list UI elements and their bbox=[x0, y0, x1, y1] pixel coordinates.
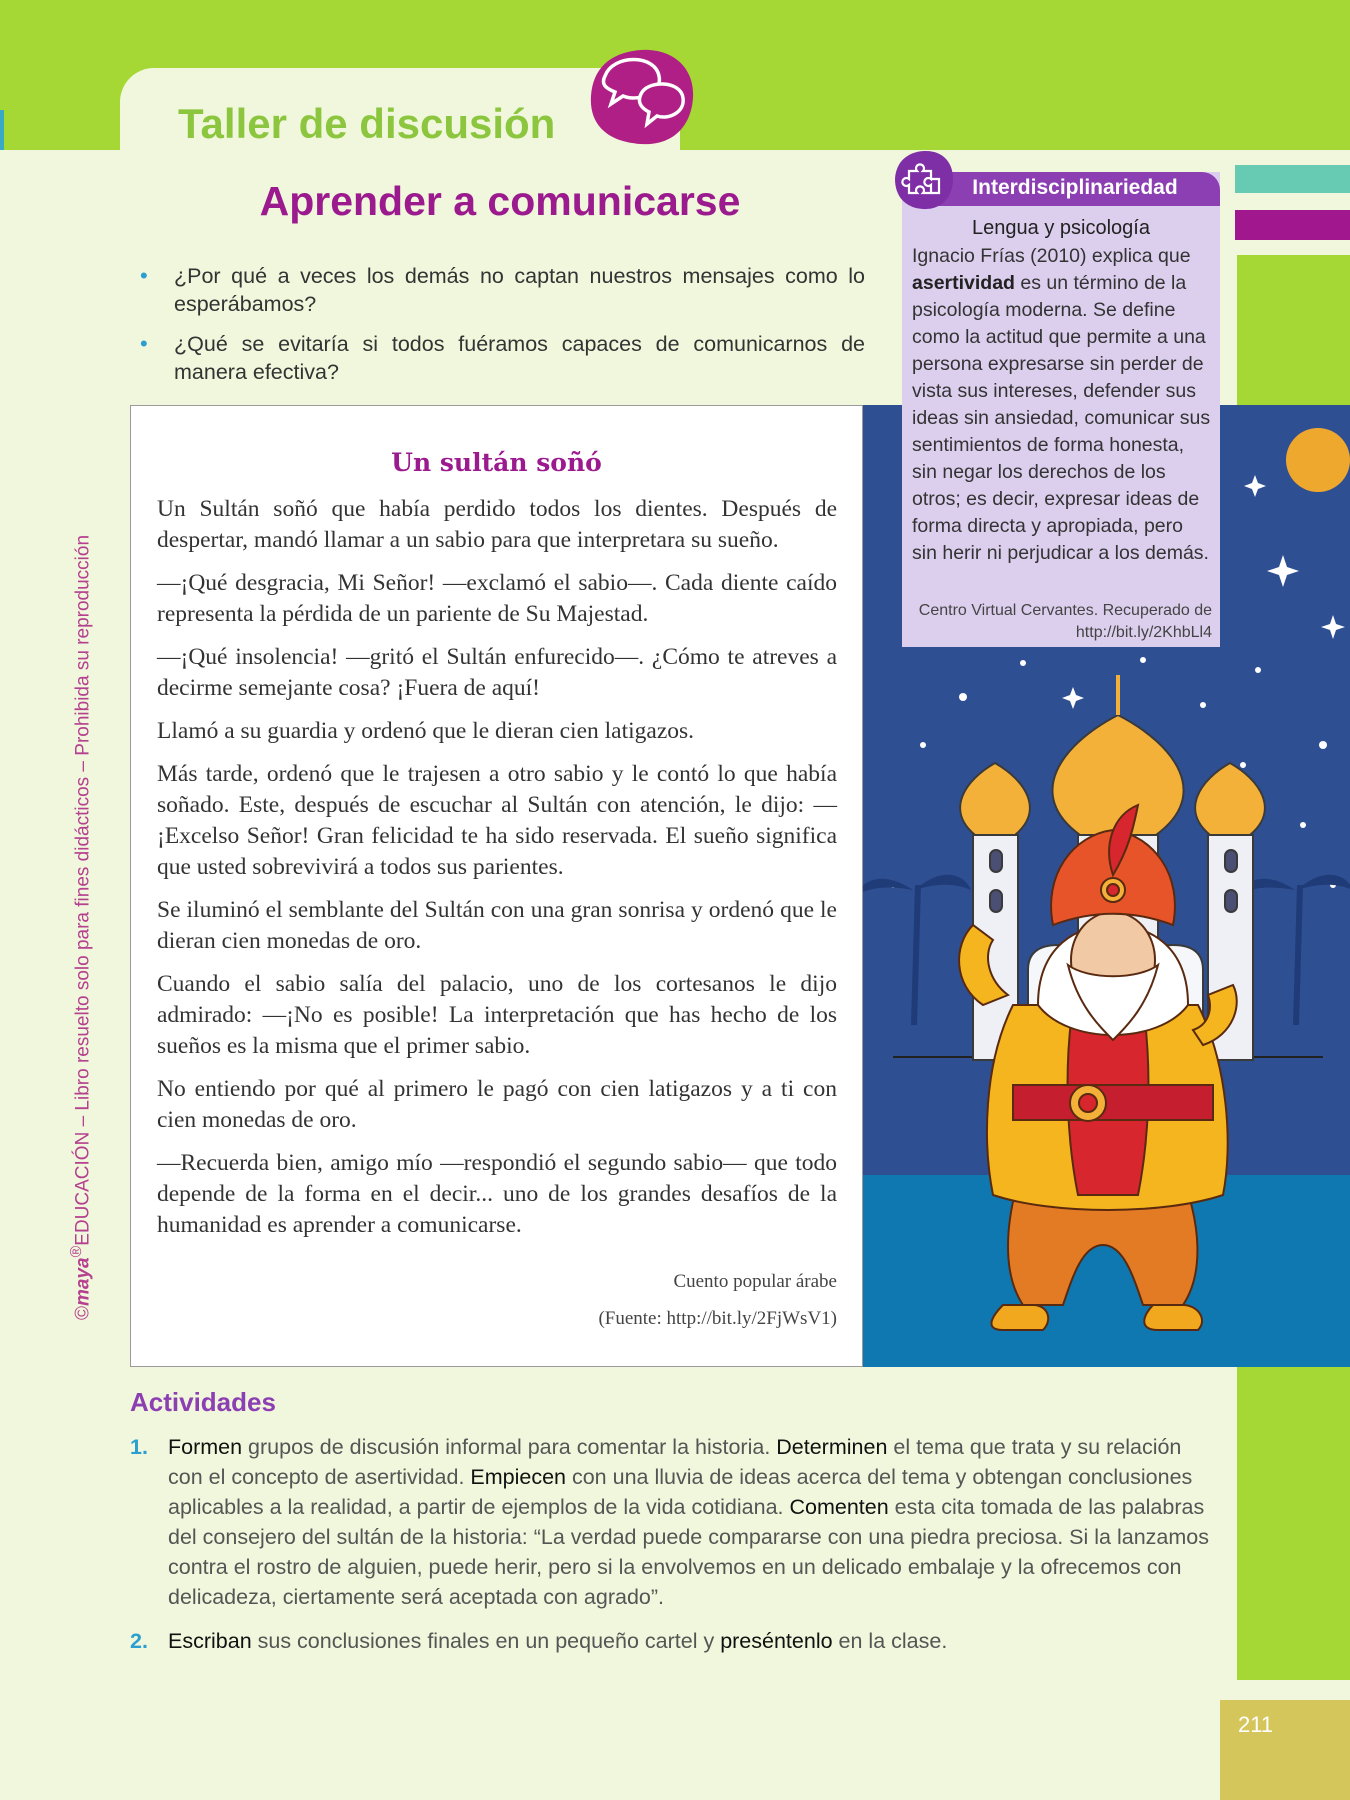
page-number: 211 bbox=[1238, 1712, 1274, 1737]
source-url: http://bit.ly/2KhbLl4 bbox=[1075, 624, 1212, 641]
interdisciplinary-source bbox=[905, 600, 1212, 644]
section-title: Taller de discusión bbox=[178, 100, 556, 147]
interdisciplinary-subtitle: Lengua y psicología bbox=[972, 217, 1150, 239]
activity-text-segment: esta cita tomada de las palabras del consejero del sultán de la historia: “La verdad puede compararse con una piedra preciosa. Si la lanzamos contra el rostro de alguien, puede herir, pero si la envolvemos en un delicado embalaje y la ofrecemos con delicadeza, ciertamente será aceptada con agrado”. bbox=[168, 1495, 1209, 1609]
body-keyword: asertividad bbox=[912, 272, 1015, 294]
activities-list bbox=[130, 1432, 1220, 1670]
source-line: Centro Virtual Cervantes. Recuperado de bbox=[918, 602, 1212, 619]
activity-text bbox=[168, 1435, 1209, 1609]
activity-keyword: Empiecen bbox=[470, 1465, 566, 1489]
activity-keyword: Escriban bbox=[168, 1629, 252, 1653]
question-text: ¿Por qué a veces los demás no captan nuestros mensajes como lo esperábamos? bbox=[174, 264, 865, 316]
puzzle-icon bbox=[893, 149, 955, 211]
story-title: Un sultán soñó bbox=[391, 448, 602, 477]
left-accent-strip bbox=[0, 110, 4, 150]
interdisciplinary-body bbox=[912, 243, 1212, 567]
story-paragraph: —Recuerda bien, amigo mío —respondió el segundo sabio— que todo depende de la forma en el decir... uno de los grandes desafíos de la humanidad es aprender a comunicarse. bbox=[157, 1150, 837, 1238]
story-paragraph: —¡Qué insolencia! —gritó el Sultán enfurecido—. ¿Cómo te atreves a decirme semejante cosa? ¡Fuera de aquí! bbox=[157, 644, 837, 701]
story-paragraph: Un Sultán soñó que había perdido todos los dientes. Después de despertar, mandó llamar a un sabio para que interpretara su sueño. bbox=[157, 496, 837, 553]
copyright-notice bbox=[68, 535, 94, 1320]
activity-number: 1. bbox=[130, 1435, 148, 1459]
activities-title: Actividades bbox=[130, 1387, 276, 1417]
activity-keyword: Determinen bbox=[776, 1435, 888, 1459]
body-text-part: es un término de la psicología moderna. Se define como la actitud que permite a una persona expresarse sin perder de vista sus intereses, defender sus ideas sin ansiedad, comunicar sus sentimientos de forma honesta, sin negar los derechos de los otros; es decir, expresar ideas de forma directa y apropiada, pero sin herir ni perjudicar a los demás. bbox=[912, 272, 1211, 564]
activity-item bbox=[130, 1432, 1220, 1612]
activity-number: 2. bbox=[130, 1629, 148, 1653]
activity-text bbox=[168, 1629, 947, 1653]
activity-text-segment: en la clase. bbox=[832, 1629, 948, 1653]
story-origin: Cuento popular árabe bbox=[673, 1271, 837, 1292]
story-source: (Fuente: http://bit.ly/2FjWsV1) bbox=[598, 1308, 837, 1329]
copyright-symbol: © bbox=[72, 1306, 94, 1320]
activity-item bbox=[130, 1626, 1220, 1656]
story-paragraph: Más tarde, ordenó que le trajesen a otro sabio y le contó lo que había soñado. Este, después de escuchar al Sultán con atención, le dijo: —¡Excelso Señor! Gran felicidad te ha sido reservada. El sueño significa que usted sobrevivirá a todos sus parientes. bbox=[157, 761, 837, 880]
discussion-questions bbox=[140, 262, 865, 398]
bullet-icon: • bbox=[140, 331, 148, 356]
activity-text-segment: grupos de discusión informal para comentar la historia. bbox=[242, 1435, 777, 1459]
interdisciplinary-header: Interdisciplinariedad bbox=[972, 176, 1178, 199]
activity-keyword: preséntenlo bbox=[720, 1629, 833, 1653]
speech-bubbles-icon bbox=[585, 46, 697, 148]
story-credit bbox=[500, 1263, 837, 1337]
activity-text-segment: el tema que trata y su relación con el concepto de asertividad. bbox=[168, 1435, 1182, 1489]
activity-text-segment: con una lluvia de ideas acerca del tema y obtengan conclusiones aplicables a la realidad, a partir de ejemplos de la vida cotidiana. bbox=[168, 1465, 1193, 1519]
main-heading: Aprender a comunicarse bbox=[259, 178, 741, 224]
story-paragraph: Se iluminó el semblante del Sultán con una gran sonrisa y ordenó que le dieran cien monedas de oro. bbox=[157, 897, 837, 954]
story-paragraph: —¡Qué desgracia, Mi Señor! —exclamó el sabio—. Cada diente caído representa la pérdida de un pariente de Su Majestad. bbox=[157, 570, 837, 627]
question-text: ¿Qué se evitaría si todos fuéramos capaces de comunicarnos de manera efectiva? bbox=[174, 332, 865, 384]
story-text bbox=[157, 494, 837, 1253]
registered-mark: ® bbox=[68, 1245, 85, 1258]
activity-keyword: Formen bbox=[168, 1435, 243, 1459]
teal-tab-decoration bbox=[1235, 165, 1350, 193]
question-item bbox=[140, 330, 865, 386]
story-paragraph: Cuando el sabio salía del palacio, uno de los cortesanos le dijo admirado: —¡No es posible! La interpretación que has hecho de los sueños es la misma que el primer sabio. bbox=[157, 971, 837, 1059]
magenta-tab-decoration bbox=[1235, 210, 1350, 240]
question-item bbox=[140, 262, 865, 318]
activity-text-segment: sus conclusiones finales en un pequeño cartel y bbox=[251, 1629, 721, 1653]
bullet-icon: • bbox=[140, 263, 148, 288]
brand-logo: maya bbox=[72, 1257, 94, 1306]
activity-keyword: Comenten bbox=[789, 1495, 889, 1519]
copyright-text: EDUCACIÓN – Libro resuelto solo para fines didácticos – Prohibida su reproducción bbox=[72, 534, 94, 1246]
story-paragraph: No entiendo por qué al primero le pagó con cien latigazos y a ti con cien monedas de oro. bbox=[157, 1076, 837, 1133]
story-paragraph: Llamó a su guardia y ordenó que le dieran cien latigazos. bbox=[157, 718, 695, 744]
body-text-part: Ignacio Frías (2010) explica que bbox=[912, 245, 1191, 267]
